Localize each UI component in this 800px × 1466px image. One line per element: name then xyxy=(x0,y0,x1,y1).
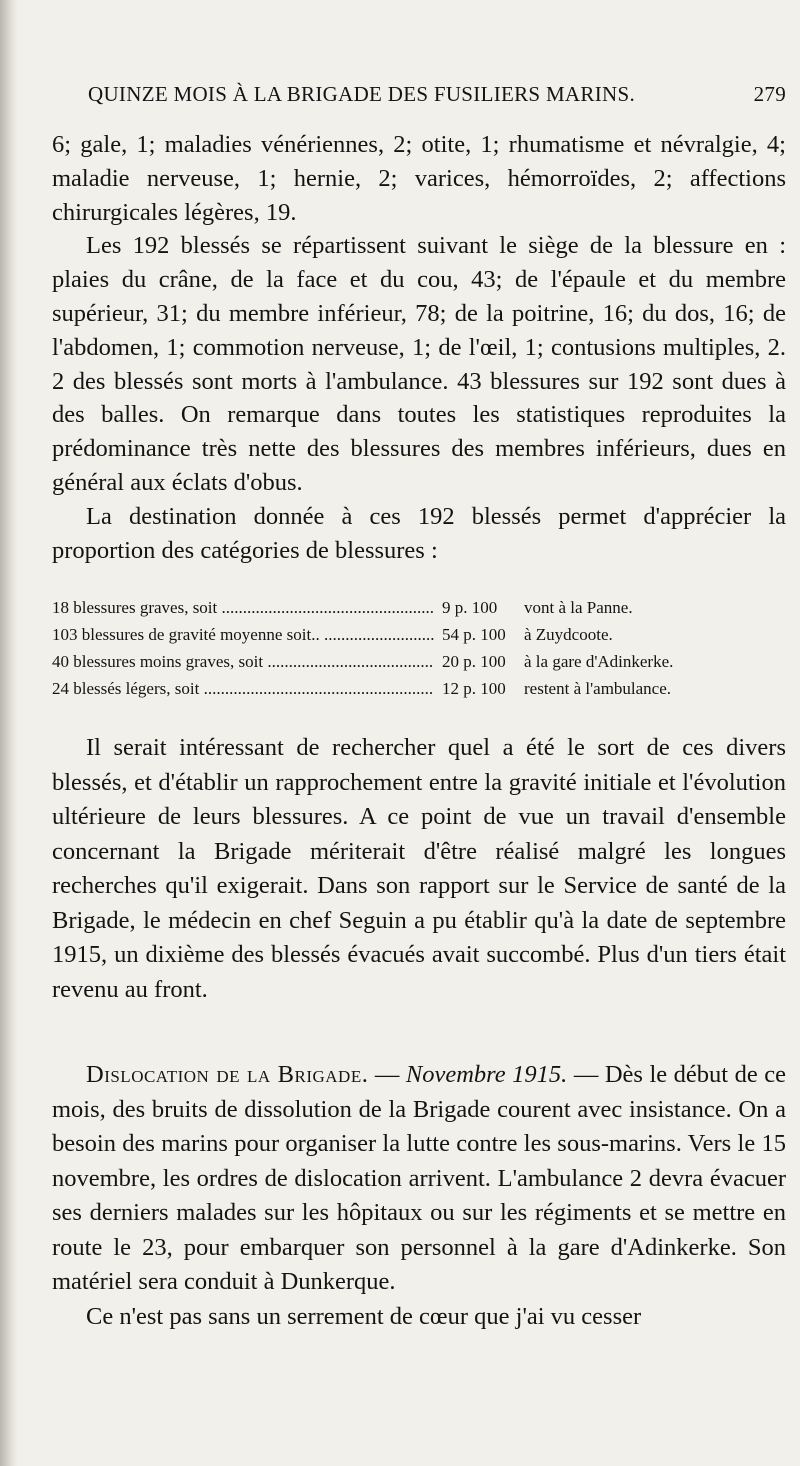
section-dash: — xyxy=(368,1061,406,1088)
running-header xyxy=(88,82,786,107)
page-number: 279 xyxy=(753,82,786,106)
section-date: Novembre 1915. xyxy=(405,1061,568,1088)
running-title: QUINZE MOIS À LA BRIGADE DES FUSILIERS MARINS. xyxy=(88,82,635,106)
wound-categories-table xyxy=(52,594,786,702)
row-value: 20 p. 100 xyxy=(442,652,506,671)
row-label: 24 blessés légers, soit ..... xyxy=(52,675,434,702)
row-value: 9 p. 100 xyxy=(442,598,498,617)
paragraph-dislocation xyxy=(52,1058,786,1300)
row-destination: restent à l'ambulance. xyxy=(524,679,672,698)
row-label: 40 blessures moins graves, soit ..... xyxy=(52,648,434,675)
table-row xyxy=(52,675,786,702)
section-text: Dès le début de ce mois, des bruits de dissolution de la Brigade courent avec insistance. On a besoin des marins pour organiser la lutte contre les sous-marins. Vers le 15 novembre, les ordres de dislocation arrivent. L'ambulance 2 devra évacuer ses derniers malades sur les hôpitaux ou sur les régiments et se mettre en route le 23, pour embarquer son personnel à la gare d'Adinkerke. Son matériel sera conduit à Dunkerque. xyxy=(52,1061,786,1295)
row-label: 103 blessures de gravité moyenne soit.. ..... xyxy=(52,621,434,648)
row-destination: vont à la Panne. xyxy=(524,598,633,617)
table-row xyxy=(52,594,786,621)
section-dash: — xyxy=(567,1061,605,1088)
paragraph-destination-intro: La destination donnée à ces 192 blessés permet d'apprécier la proportion des catégories de blessures : xyxy=(52,502,786,564)
row-label: 18 blessures graves, soit ..... xyxy=(52,594,434,621)
row-destination: à Zuydcoote. xyxy=(524,625,613,644)
row-value: 54 p. 100 xyxy=(442,625,506,644)
body-text-top xyxy=(52,128,786,567)
body-text-section xyxy=(52,1058,786,1334)
paragraph-outcome: Il serait intéressant de rechercher quel a été le sort de ces divers blessés, et d'établir un rapprochement entre la gravité initiale et l'évolution ultérieure de leurs blessures. A ce point de vue un travail d'ensemble concernant la Brigade mériterait d'être réalisé malgré les longues recherches qu'il exigerait. Dans son rapport sur le Service de santé de la Brigade, le médecin en chef Seguin a pu établir qu'à la date de septembre 1915, un dixième des blessés évacués avait succombé. Plus d'un tiers était revenu au front. xyxy=(52,734,786,1003)
body-text-middle xyxy=(52,731,786,1007)
table-row xyxy=(52,648,786,675)
section-heading: Dislocation de la Brigade. xyxy=(86,1061,369,1088)
row-value: 12 p. 100 xyxy=(442,679,506,698)
paragraph-wound-locations: Les 192 blessés se répartissent suivant le siège de la blessure en : plaies du crâne, de la face et du cou, 43; de l'épaule et du membre supérieur, 31; du membre inférieur, 78; de la poitrine, 16; du dos, 16; de l'abdomen, 1; commotion nerveuse, 1; de l'œil, 1; contusions multiples, 2. 2 des blessés sont morts à l'ambulance. 43 blessures sur 192 sont dues à des balles. On remarque dans toutes les statistiques reproduites la prédominance très nette des blessures des membres inférieurs, dues en général aux éclats d'obus. xyxy=(52,232,786,496)
paragraph-continued: 6; gale, 1; maladies vénériennes, 2; otite, 1; rhumatisme et névralgie, 4; maladie nerveuse, 1; hernie, 2; varices, hémorroïdes, 2; affections chirurgicales légères, 19. xyxy=(52,131,786,226)
page-edge-shadow xyxy=(0,0,18,1466)
row-destination: à la gare d'Adinkerke. xyxy=(524,652,674,671)
paragraph-last-line: Ce n'est pas sans un serrement de cœur que j'ai vu cesser xyxy=(86,1302,642,1330)
table-row xyxy=(52,621,786,648)
